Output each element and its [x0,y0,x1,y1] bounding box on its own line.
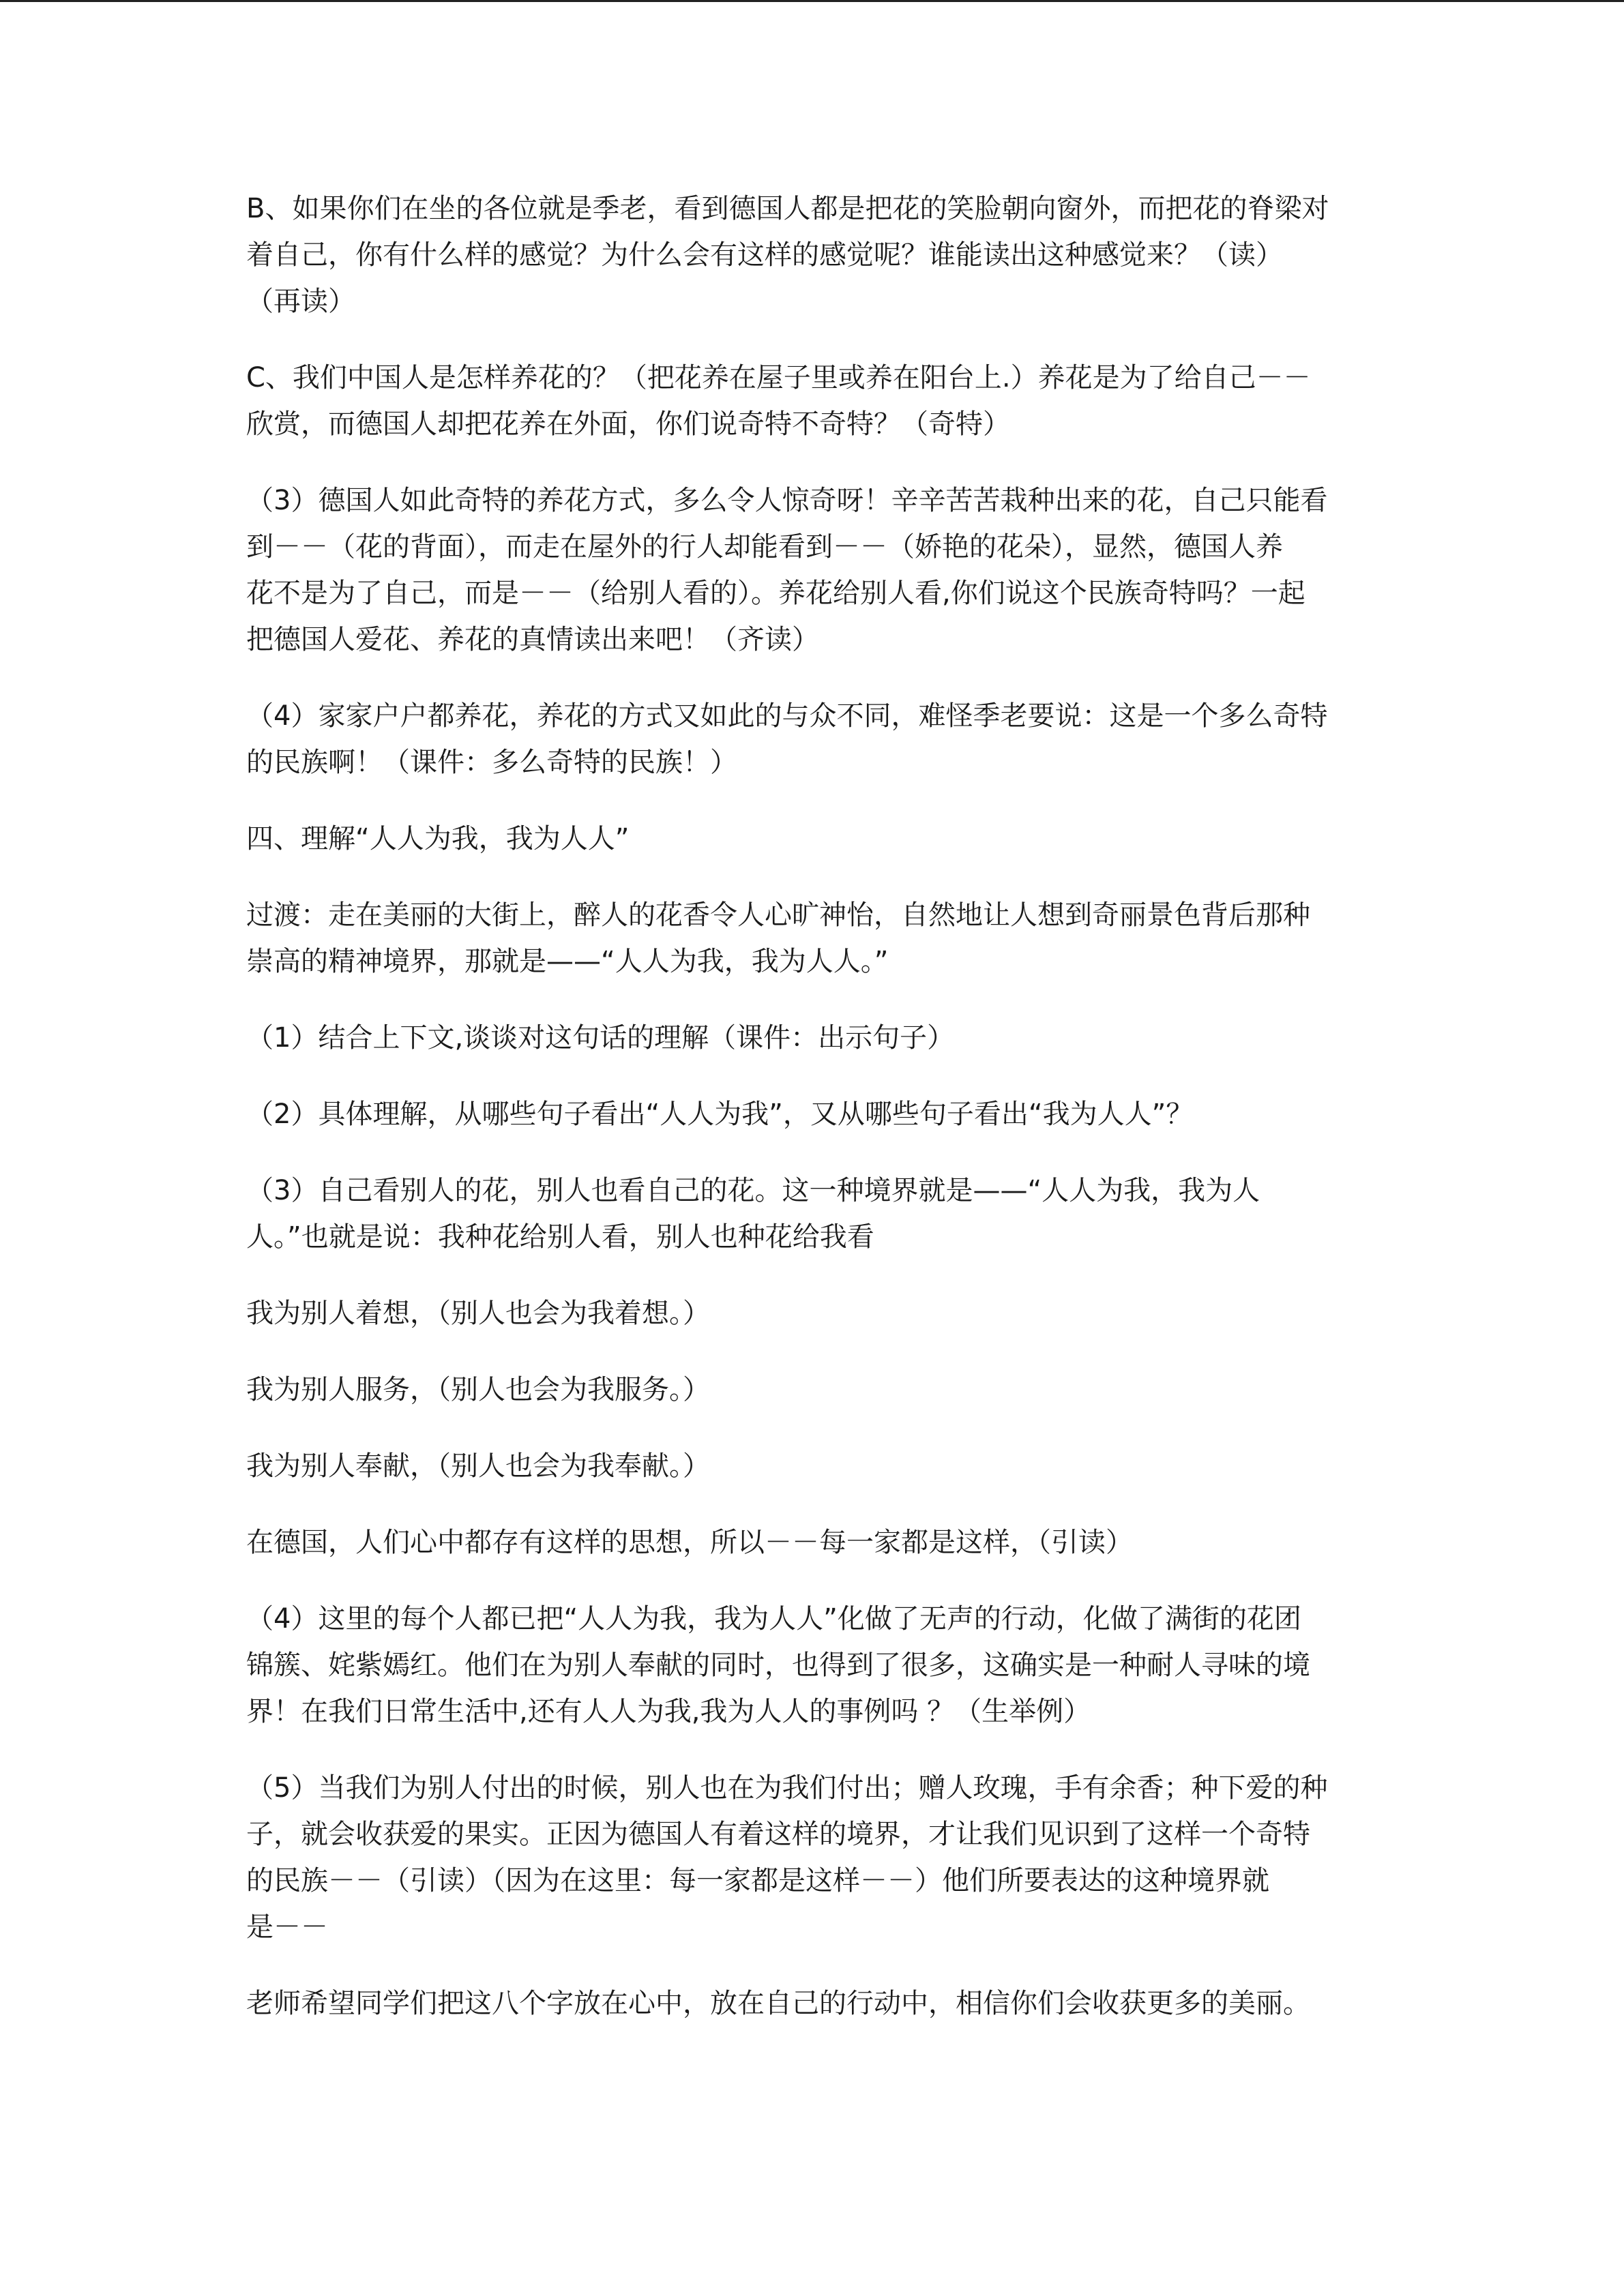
text-line: 的民族啊！（课件：多么奇特的民族！） [246,747,737,778]
text-line: 我为别人服务，（别人也会为我服务。） [246,1374,710,1405]
text-line: 锦簇、姹紫嫣红。他们在为别人奉献的同时，也得到了很多，这确实是一种耐人寻味的境 [246,1650,1310,1681]
paragraph-item-2 [246,1091,1378,1137]
paragraph-consider-others [246,1290,1378,1337]
text-line: （3）自己看别人的花，别人也看自己的花。这一种境界就是——“人人为我，我为人 [246,1175,1260,1206]
paragraph-step-3 [246,477,1378,663]
section-heading-four [246,816,1378,862]
paragraph-c-question [246,355,1378,447]
text-line: 我为别人着想，（别人也会为我着想。） [246,1298,710,1329]
text-line: 老师希望同学们把这八个字放在心中，放在自己的行动中，相信你们会收获更多的美丽。 [246,1988,1310,2019]
document-page [246,185,1378,2057]
paragraph-serve-others [246,1367,1378,1413]
paragraph-contribute-others [246,1443,1378,1489]
text-line: （2）具体理解，从哪些句子看出“人人为我”，又从哪些句子看出“我为人人”？ [246,1099,1194,1130]
text-line: （1）结合上下文,谈谈对这句话的理解（课件：出示句子） [246,1022,955,1054]
text-line: 到－－（花的背面），而走在屋外的行人却能看到－－（娇艳的花朵），显然，德国人养 [246,531,1283,563]
text-line: 花不是为了自己，而是－－（给别人看的）。养花给别人看,你们说这个民族奇特吗？一起 [246,578,1305,609]
paragraph-item-4 [246,1596,1378,1735]
text-line: 是－－ [246,1911,328,1943]
text-line: 过渡：走在美丽的大街上，醉人的花香令人心旷神怡，自然地让人想到奇丽景色背后那种 [246,899,1310,931]
text-line: 界！在我们日常生活中,还有人人为我,我为人人的事例吗 ？（生举例） [246,1696,1091,1727]
paragraph-transition [246,892,1378,985]
text-line: 欣赏，而德国人却把花养在外面，你们说奇特不奇特？（奇特） [246,408,1010,440]
text-line: 人。”也就是说：我种花给别人看，别人也种花给我看 [246,1221,874,1253]
section-heading: 四、理解“人人为我，我为人人” [246,823,630,854]
top-border-line [0,0,1624,2]
text-line: 子，就会收获爱的果实。正因为德国人有着这样的境界，才让我们见识到了这样一个奇特 [246,1819,1310,1850]
text-line: 着自己，你有什么样的感觉？为什么会有这样的感觉呢？谁能读出这种感觉来？（读） [246,239,1283,271]
text-line: （3）德国人如此奇特的养花方式，多么令人惊奇呀！辛辛苦苦栽种出来的花，自己只能看 [246,485,1328,516]
paragraph-item-5 [246,1765,1378,1950]
text-line: 把德国人爱花、养花的真情读出来吧！（齐读） [246,624,819,655]
text-line: （5）当我们为别人付出的时候，别人也在为我们付出；赠人玫瑰，手有余香；种下爱的种 [246,1772,1328,1804]
paragraph-step-4 [246,693,1378,786]
paragraph-teacher-closing [246,1980,1378,2027]
text-line: （4）家家户户都养花，养花的方式又如此的与众不同，难怪季老要说：这是一个多么奇特 [246,700,1328,732]
paragraph-item-3 [246,1167,1378,1260]
text-line: C、我们中国人是怎样养花的？（把花养在屋子里或养在阳台上.）养花是为了给自己－－ [246,362,1311,393]
text-line: 在德国，人们心中都存有这样的思想，所以－－每一家都是这样，（引读） [246,1527,1133,1558]
text-line: 的民族－－（引读）（因为在这里：每一家都是这样－－）他们所要表达的这种境界就 [246,1865,1269,1896]
paragraph-b-question [246,185,1378,325]
text-line: （再读） [246,286,355,317]
text-line: （4）这里的每个人都已把“人人为我，我为人人”化做了无声的行动，化做了满街的花团 [246,1603,1301,1635]
paragraph-item-1 [246,1015,1378,1061]
paragraph-germany-mindset [246,1519,1378,1566]
text-line: 我为别人奉献，（别人也会为我奉献。） [246,1450,710,1482]
text-line: 崇高的精神境界，那就是——“人人为我，我为人人。” [246,946,889,977]
text-line: B、如果你们在坐的各位就是季老，看到德国人都是把花的笑脸朝向窗外，而把花的脊梁对 [246,193,1329,224]
